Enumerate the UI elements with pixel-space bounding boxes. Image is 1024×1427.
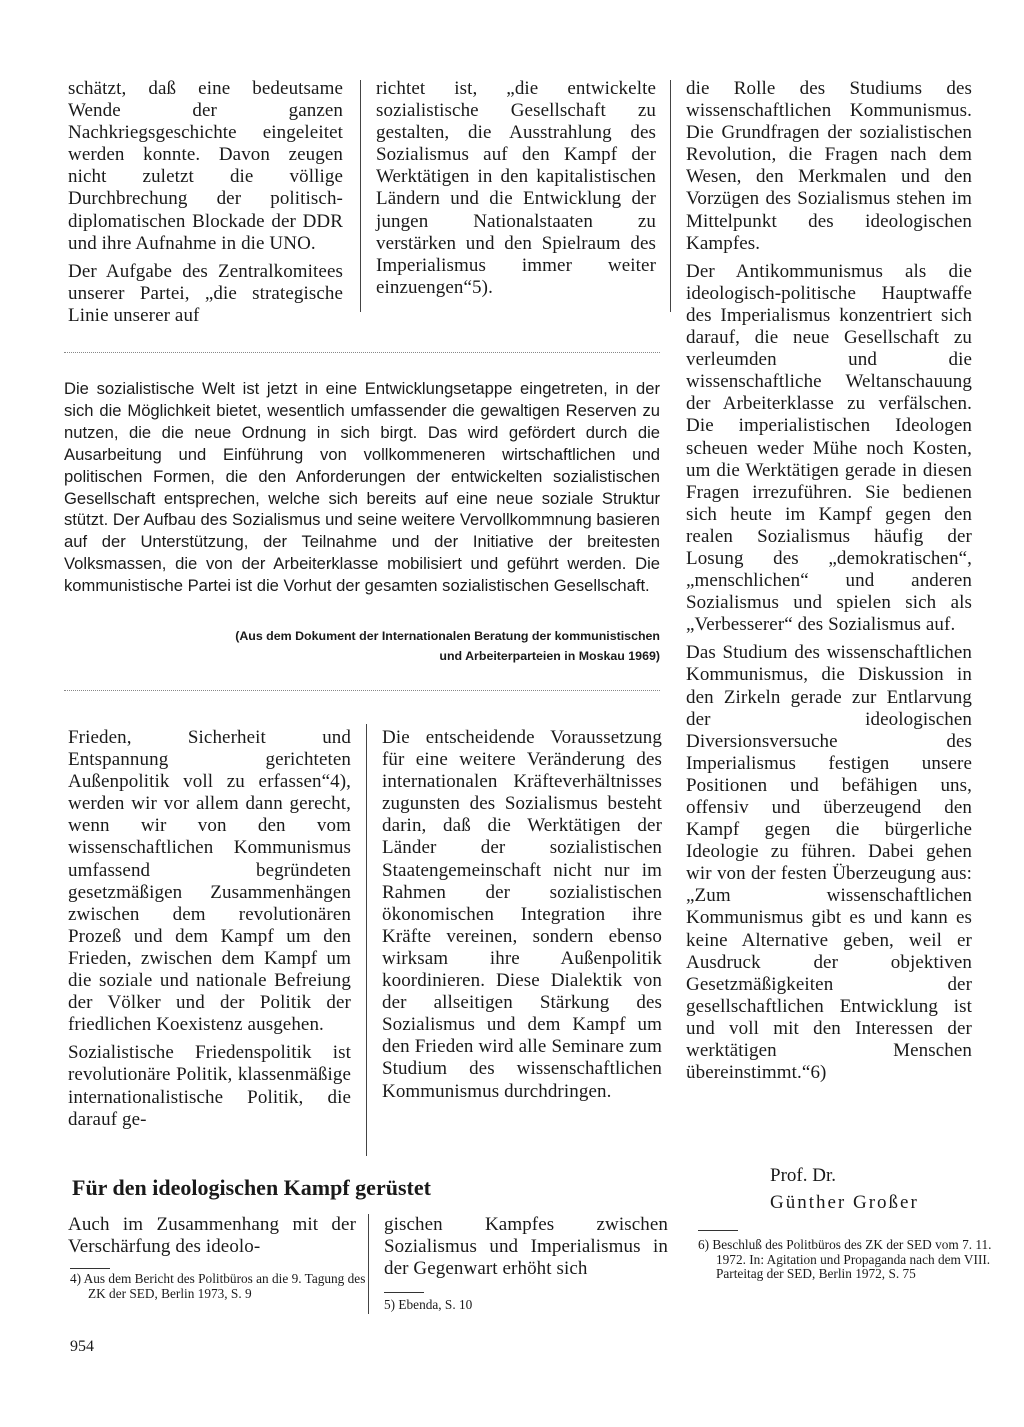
page-number: 954 xyxy=(70,1338,94,1355)
footnote-5: 5) Ebenda, S. 10 xyxy=(384,1297,473,1312)
footnote-rule xyxy=(698,1230,738,1231)
section-column-1 xyxy=(68,1214,356,1264)
paragraph: richtet ist, „die entwickelte sozialistische Gesellschaft zu gestalten, die Ausstrahlung des Sozialismus auf den Kampf der Werktätigen in den kapitalistischen Ländern und die Entwicklung der jungen Nationalstaaten zu verstärken und den Spielraum des Imperialismus immer weiter einzuengen“5). xyxy=(376,78,656,298)
quote-source-line: (Aus dem Dokument der Internationalen Beratung der kommunistischen xyxy=(235,629,660,643)
paragraph: Auch im Zusammenhang mit der Verschärfung des ideolo- xyxy=(68,1214,356,1258)
paragraph: Die entscheidende Voraussetzung für eine weitere Veränderung des internationalen Kräfteverhältnisses zugunsten des Sozialismus besteht darin, daß die Werktätigen der Länder der sozialistischen Staatengemeinschaft nicht nur im Rahmen der sozialistischen ökonomischen Integration ihre Kräfte vereinen, sondern ebenso wirksam ihre Außenpolitik koordinieren. Diese Dialektik von der allseitigen Stärkung des Sozialismus und dem Kampf um den Frieden wird alle Seminare zum Studium des wissenschaftlichen Kommunismus durchdringen. xyxy=(382,727,662,1102)
paragraph: Das Studium des wissenschaftlichen Kommunismus, die Diskussion in den Zirkeln gerade zur Entlarvung der ideologischen Diversionsversuche des Imperialismus festigen unsere Positionen und befähigen uns, offensiv und überzeugend den Kampf gegen die bürgerliche Ideologie zu führen. Dabei gehen wir von der festen Überzeugung aus: „Zum wissenschaftlichen Kommunismus gibt es und kann es keine Alternative geben, weil er Ausdruck der objektiven Gesetzmäßigkeiten der gesellschaftlichen Entwicklung ist und voll mit den Interessen der werktätigen Menschen übereinstimmt.“6) xyxy=(686,642,972,1084)
paragraph: Frieden, Sicherheit und Entspannung gerichteten Außenpolitik voll zu erfassen“4), werden wir vor allem dann gerecht, wenn wir von den vom wissenschaftlichen Kommunismus umfassend begründeten gesetzmäßigen Zusammenhängen zwischen dem revolutionären Prozeß und dem Kampf um den Frieden, zwischen dem Kampf um die soziale und nationale Befreiung der Völker und der Politik der friedlichen Koexistenz ausgehen. xyxy=(68,727,351,1036)
footnote-rule xyxy=(384,1292,424,1293)
quote-source xyxy=(64,626,660,666)
footnote-6: 6) Beschluß des Politbüros des ZK der SED vom 7. 11. 1972. In: Agitation und Propaganda nach dem VIII. Parteitag der SED, Berlin 1972, S. 75 xyxy=(698,1237,992,1282)
column-rule xyxy=(366,724,367,1156)
footnote-rule xyxy=(70,1268,110,1269)
author-title: Prof. Dr. xyxy=(770,1165,836,1186)
paragraph: gischen Kampfes zwischen Sozialismus und Imperialismus in der Gegenwart erhöht sich xyxy=(384,1214,668,1280)
quote-text: Die sozialistische Welt ist jetzt in eine Entwicklungsetappe eingetreten, in der sich die Möglichkeit bietet, wesentlich umfassender die gewaltigen Reserven zu nutzen, die die neue Ordnung in sich birgt. Das wird gefördert durch die Ausarbeitung und Einführung von vollkommeneren wirtschaftlichen und politischen Formen, die den Anforderungen der entwickelten sozialistischen Gesellschaft entsprechen, welche sich bereits auf eine neue soziale Struktur stützt. Der Aufbau des Sozialismus und seine weitere Vervollkommnung basieren auf der Unterstützung, der Teilnahme und der Initiative der breitesten Volksmassen, die von der Arbeiterklasse mobilisiert und geführt werden. Die kommunistische Partei ist die Vorhut der gesamten sozialistischen Gesellschaft. xyxy=(64,379,660,596)
paragraph: Der Antikommunismus als die ideologisch-politische Hauptwaffe des Imperialismus konzentriert sich darauf, die neue Gesellschaft zu verleumden und die wissenschaftliche Weltanschauung der Arbeiterklasse zu verfälschen. Die imperialistischen Ideologen scheuen weder Mühe noch Kosten, um die Werktätigen gerade in diesen Fragen irrezuführen. Sie bedienen sich heute im Kampf gegen den realen Sozialismus häufig der Losung des „demokratischen“, „menschlichen“ und anderen Sozialismus und spielen sich als „Verbesserer“ des Sozialismus auf. xyxy=(686,260,972,636)
footnote-4: 4) Aus dem Bericht des Politbüros an die 9. Tagung des ZK der SED, Berlin 1973, S. 9 xyxy=(70,1271,366,1301)
author-name: Günther Großer xyxy=(770,1192,919,1213)
mid-column-1 xyxy=(68,727,351,1137)
paragraph: schätzt, daß eine bedeutsame Wende der ganzen Nachkriegsgeschichte eingeleitet werden konnte. Davon zeugen nicht zuletzt die völlige Durchbrechung der politisch-diplomatischen Blockade der DDR und ihre Aufnahme in die UNO. xyxy=(68,78,343,254)
column-rule xyxy=(670,80,671,312)
author-block xyxy=(770,1162,980,1216)
section-heading: Für den ideologischen Kampf gerüstet xyxy=(72,1175,431,1200)
quote-source-line: und Arbeiterparteien in Moskau 1969) xyxy=(439,649,660,663)
right-column xyxy=(686,78,972,1090)
paragraph: die Rolle des Studiums des wissenschaftlichen Kommunismus. Die Grundfragen der sozialistischen Revolution, die Fragen nach dem Wesen, den Merkmalen und den Vorzügen des Sozialismus stehen im Mittelpunkt des ideologischen Kampfes. xyxy=(686,78,972,254)
quote-bottom-rule xyxy=(64,690,660,691)
top-column-1 xyxy=(68,78,343,333)
section-column-2 xyxy=(384,1214,668,1286)
quote-top-rule xyxy=(64,352,660,353)
paragraph: Sozialistische Friedenspolitik ist revolutionäre Politik, klassenmäßige internationalistische Politik, die darauf ge- xyxy=(68,1042,351,1130)
column-rule xyxy=(360,80,361,312)
mid-column-2 xyxy=(382,727,662,1109)
paragraph: Der Aufgabe des Zentralkomitees unserer Partei, „die strategische Linie unserer auf xyxy=(68,260,343,326)
top-column-2 xyxy=(376,78,656,305)
